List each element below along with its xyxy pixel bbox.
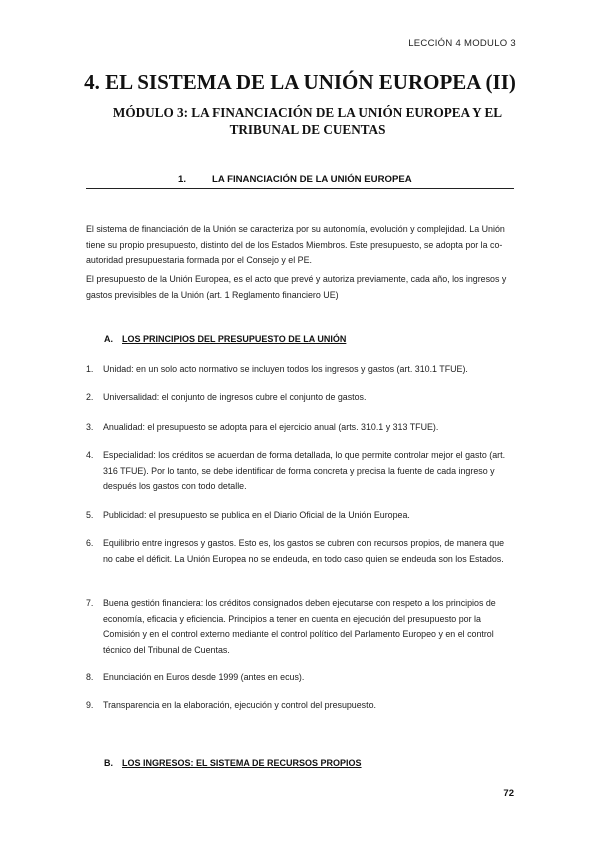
list-item (86, 670, 516, 686)
subsection-letter: B. (104, 758, 113, 768)
list-item-number: 4. (86, 450, 94, 460)
subsection-heading-a (104, 334, 346, 344)
chapter-title: 4. EL SISTEMA DE LA UNIÓN EUROPEA (II) (84, 70, 516, 94)
subsection-title: LOS INGRESOS: EL SISTEMA DE RECURSOS PROPIOS (122, 758, 362, 768)
intro-paragraph: El presupuesto de la Unión Europea, es el acto que prevé y autoriza previamente, cada año, los ingresos y gastos previsibles de la Unión (art. 1 Reglamento financiero UE) (86, 274, 507, 300)
section-label: LA FINANCIACIÓN DE LA UNIÓN EUROPEA (212, 174, 412, 185)
list-item-number: 1. (86, 364, 94, 374)
list-item-number: 7. (86, 598, 94, 608)
list-item (86, 698, 516, 714)
page-number: 72 (503, 788, 514, 799)
list-item-text: Enunciación en Euros desde 1999 (antes en ecus). (103, 672, 305, 682)
list-item-text: Equilibrio entre ingresos y gastos. Esto es, los gastos se cubren con recursos propios, de manera que no cabe el déficit. La Unión Europea no se endeuda, en todo caso quien se endeuda son los Estados. (103, 538, 505, 564)
list-item-number: 2. (86, 392, 94, 402)
list-item-number: 5. (86, 510, 94, 520)
list-item-text: Especialidad: los créditos se acuerdan de forma detallada, lo que permite controlar mejor el gasto (art. 316 TFUE). Por lo tanto, se debe identificar de forma concreta y precisa la fuente de cada ingreso y después los gastos con todo detalle. (103, 450, 506, 491)
list-item (86, 596, 516, 658)
list-item-text: Unidad: en un solo acto normativo se incluyen todos los ingresos y gastos (art. 310.1 TFUE). (103, 364, 468, 374)
list-item-text: Anualidad: el presupuesto se adopta para el ejercicio anual (arts. 310.1 y 313 TFUE). (103, 422, 439, 432)
list-item (86, 536, 516, 567)
subsection-heading-b (104, 758, 362, 768)
list-item-number: 6. (86, 538, 94, 548)
list-item-text: Publicidad: el presupuesto se publica en el Diario Oficial de la Unión Europea. (103, 510, 410, 520)
list-item-number: 3. (86, 422, 94, 432)
list-item (86, 420, 516, 436)
list-item-number: 9. (86, 700, 94, 710)
subsection-letter: A. (104, 334, 113, 344)
list-item (86, 448, 516, 495)
list-item-text: Universalidad: el conjunto de ingresos cubre el conjunto de gastos. (103, 392, 367, 402)
list-item-number: 8. (86, 672, 94, 682)
subsection-title: LOS PRINCIPIOS DEL PRESUPUESTO DE LA UNIÓN (122, 334, 347, 344)
intro-paragraph: El sistema de financiación de la Unión se caracteriza por su autonomía, evolución y complejidad. La Unión tiene su propio presupuesto, distinto del de los Estados Miembros. Este presupuesto, se adopta por la co-autoridad presupuestaria formada por el Consejo y el PE. (86, 224, 505, 265)
section-divider (86, 188, 514, 189)
list-item (86, 508, 516, 524)
list-item (86, 362, 516, 378)
module-subtitle: MÓDULO 3: LA FINANCIACIÓN DE LA UNIÓN EUROPEA Y EL TRIBUNAL DE CUENTAS (112, 105, 503, 137)
list-item-text: Transparencia en la elaboración, ejecución y control del presupuesto. (103, 700, 376, 710)
list-item (86, 390, 516, 406)
list-item-text: Buena gestión financiera: los créditos consignados deben ejecutarse con respeto a los principios de economía, eficacia y eficiencia. Principios a tener en cuenta en ejecución del presupuesto por la Comisión y en el control externo mediante el control político del Parlamento Europeo y en el control técnico del Tribunal de Cuentas. (103, 598, 496, 655)
section-number: 1. (178, 174, 187, 185)
running-head: LECCIÓN 4 MODULO 3 (408, 38, 516, 49)
